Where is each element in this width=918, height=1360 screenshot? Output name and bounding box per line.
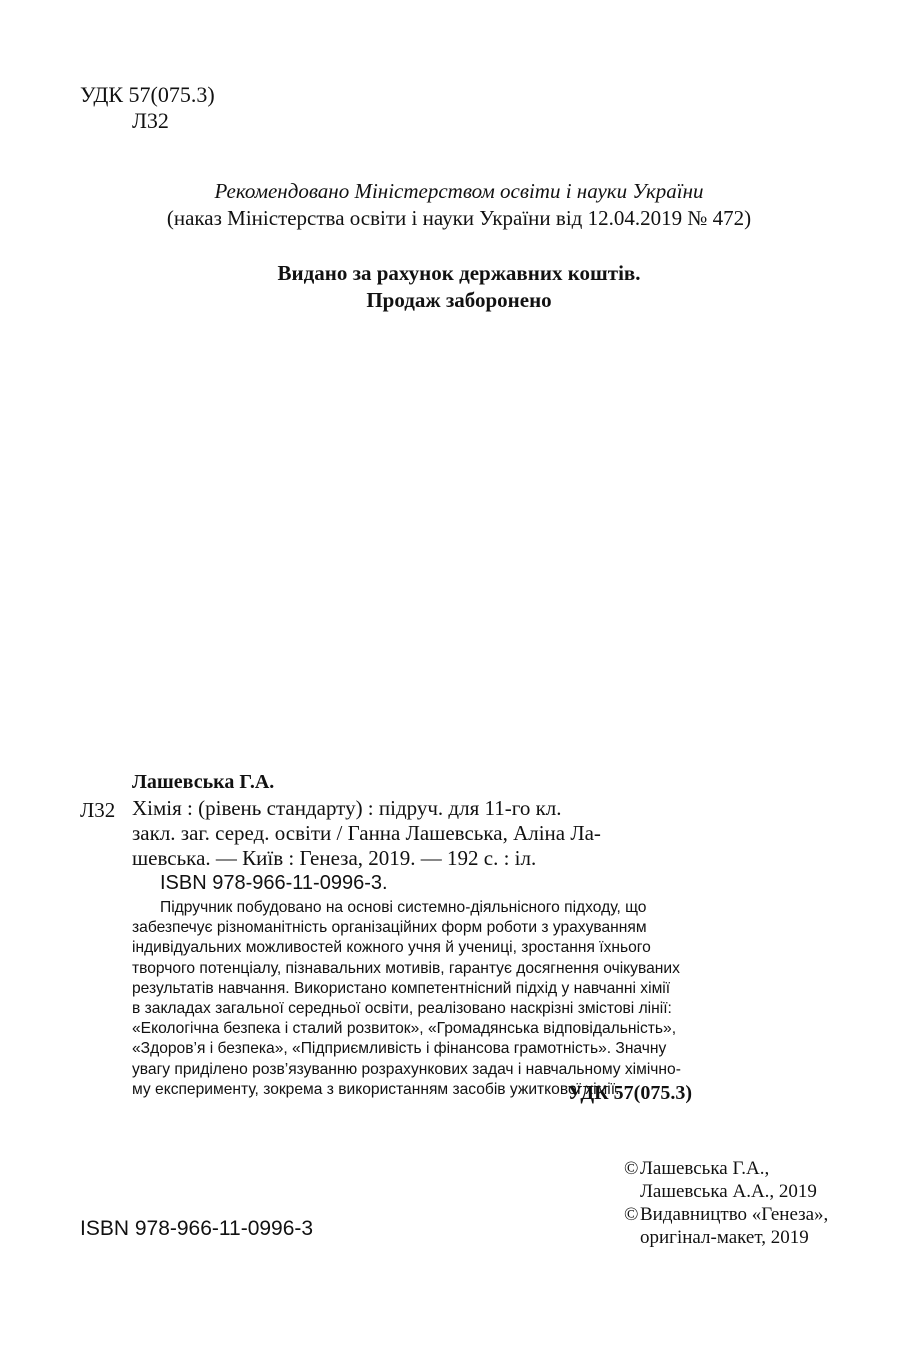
catalog-author: Лашевська Г.А. (132, 771, 275, 793)
sale-prohibited-line: Продаж заборонено (366, 288, 552, 312)
funding-notice (0, 260, 918, 314)
funding-line: Видано за рахунок державних коштів. (277, 261, 641, 285)
annotation-line: в закладах загальної середньої освіти, реалізовано наскрізні змістові лінії: (132, 1000, 672, 1018)
annotation-line: «Здоров’я і безпека», «Підприємливість і фінансова грамотність». Значну (132, 1040, 667, 1058)
annotation-line: забезпечує різноманітність організаційних форм роботи з урахуванням (132, 919, 647, 937)
biblio-line: Хімія : (рівень стандарту) : підруч. для 11-го кл. (132, 796, 562, 820)
annotation-line: результатів навчання. Використано компетентнісний підхід у навчанні хімії (132, 979, 671, 997)
annotation-line: «Екологічна безпека і сталий розвиток», «Громадянська відповідальність», (132, 1020, 677, 1038)
catalog-isbn: ISBN 978-966-11-0996-3. (160, 872, 388, 894)
footer-isbn: ISBN 978-966-11-0996-3 (80, 1217, 314, 1240)
copyright-line (624, 1157, 828, 1180)
shelf-code: Л32 (132, 108, 169, 133)
copyright-publisher: Видавництво «Генеза», (640, 1204, 829, 1225)
ministry-recommendation (0, 178, 918, 232)
biblio-line: шевська. — Київ : Генеза, 2019. — 192 с. : іл. (132, 846, 537, 870)
copyright-icon: © (624, 1158, 639, 1179)
copyright-block (624, 1157, 828, 1249)
copyright-layout: оригінал-макет, 2019 (640, 1227, 809, 1248)
annotation-line: індивідуальних можливостей кожного учня й учениці, зростання їхнього (132, 939, 651, 957)
udk-header (80, 82, 215, 134)
copyright-holder: Лашевська А.А., 2019 (640, 1181, 817, 1202)
annotation-line: увагу приділено розв’язуванню розрахункових задач і навчальному хімічно- (132, 1060, 681, 1078)
bibliographic-description (132, 796, 694, 871)
recommendation-line: Рекомендовано Міністерством освіти і науки України (214, 179, 704, 203)
udk-code: УДК 57(075.3) (80, 82, 215, 107)
copyright-icon: © (624, 1204, 639, 1225)
biblio-line: закл. заг. серед. освіти / Ганна Лашевська, Аліна Ла- (132, 821, 601, 845)
annotation-line: творчого потенціалу, пізнавальних мотивів, гарантує досягнення очікуваних (132, 959, 680, 977)
annotation-line: Підручник побудовано на основі системно-діяльнісного підходу, що (160, 899, 647, 916)
copyright-line (624, 1203, 828, 1226)
annotation-line: му експерименту, зокрема з використанням засобів ужиткової хімії. (132, 1080, 620, 1098)
book-annotation (132, 898, 694, 1100)
order-reference: (наказ Міністерства освіти і науки України від 12.04.2019 № 472) (166, 206, 752, 230)
catalog-udk: УДК 57(075.3) (567, 1082, 692, 1104)
copyright-holder: Лашевська Г.А., (640, 1158, 770, 1179)
catalog-shelf-code: Л32 (80, 798, 116, 822)
